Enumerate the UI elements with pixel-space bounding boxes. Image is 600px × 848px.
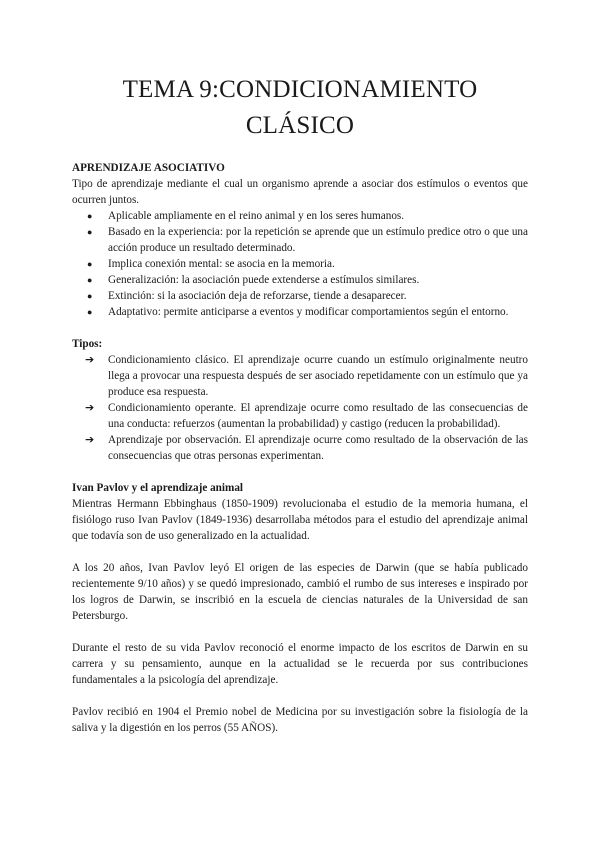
list-item [72,432,528,464]
section-heading-tipos: Tipos: [72,338,103,350]
right-arrow-icon: ➔ [85,353,95,366]
bullet-icon: ● [87,211,93,221]
spacer [72,544,528,560]
bullet-icon: ● [87,291,93,301]
list-item-text: Generalización: la asociación puede extenderse a estímulos similares. [108,274,420,286]
characteristics-list [72,208,528,320]
list-item [72,224,528,256]
list-item-text: Aprendizaje por observación. El aprendizaje ocurre como resultado de la observación de las consecuencias que otras personas experimentan. [108,434,528,462]
spacer [72,624,528,640]
list-item-text: Extinción: si la asociación deja de reforzarse, tiende a desaparecer. [108,290,407,302]
right-arrow-icon: ➔ [85,433,95,446]
bullet-icon: ● [87,227,93,237]
list-item-text: Condicionamiento clásico. El aprendizaje ocurre cuando un estímulo originalmente neutro llega a provocar una respuesta después de ser asociado repetidamente con un estímulo que ya produce esa respuesta. [108,354,528,398]
body-paragraph: Mientras Hermann Ebbinghaus (1850-1909) revolucionaba el estudio de la memoria humana, el fisiólogo ruso Ivan Pavlov (1849-1936) desarrollaba métodos para el estudio del aprendizaje animal que todavía son de uso generalizado en la actualidad. [72,498,528,542]
document-body [72,160,528,736]
bullet-icon: ● [87,307,93,317]
list-item [72,352,528,400]
list-item-text: Basado en la experiencia: por la repetición se aprende que un estímulo predice otro o que una acción produce un resultado determinado. [108,226,528,254]
list-item-text: Aplicable ampliamente en el reino animal y en los seres humanos. [108,210,405,222]
page-title-line-2: CLÁSICO [245,112,355,139]
body-paragraph: Durante el resto de su vida Pavlov reconoció el enorme impacto de los escritos de Darwin en su carrera y su pensamiento, aunque en la actualidad se le recuerda por sus contribuciones fundamentales a la psicología del aprendizaje. [72,642,528,686]
right-arrow-icon: ➔ [85,401,95,414]
spacer [72,320,528,336]
section-intro-paragraph: Tipo de aprendizaje mediante el cual un organismo aprende a asociar dos estímulos o eventos que ocurren juntos. [72,178,528,206]
list-item [72,256,528,272]
list-item [72,208,528,224]
body-paragraph: A los 20 años, Ivan Pavlov leyó El origen de las especies de Darwin (que se había publicado recientemente 9/10 años) y se quedó impresionado, cambió el rumbo de sus intereses e inspirado por los logros de Darwin, se inscribió en la escuela de ciencias naturales de la Universidad de san Petersburgo. [72,562,528,622]
types-list [72,352,528,464]
body-paragraph: Pavlov recibió en 1904 el Premio nobel de Medicina por su investigación sobre la fisiología de la saliva y la digestión en los perros (55 AÑOS). [72,706,528,734]
bullet-icon: ● [87,259,93,269]
spacer [72,688,528,704]
list-item-text: Adaptativo: permite anticiparse a eventos y modificar comportamientos según el entorno. [108,306,509,318]
section-heading-aprendizaje-asociativo: APRENDIZAJE ASOCIATIVO [72,162,225,174]
list-item-text: Condicionamiento operante. El aprendizaje ocurre como resultado de las consecuencias de una conducta: refuerzos (aumentan la probabilidad) y castigo (reducen la probabilidad). [108,402,528,430]
section-heading-ivan-pavlov: Ivan Pavlov y el aprendizaje animal [72,482,244,494]
list-item [72,288,528,304]
page-title-line-1: TEMA 9:CONDICIONAMIENTO [122,76,478,103]
list-item [72,304,528,320]
list-item [72,272,528,288]
list-item-text: Implica conexión mental: se asocia en la memoria. [108,258,335,270]
spacer [72,464,528,480]
bullet-icon: ● [87,275,93,285]
list-item [72,400,528,432]
